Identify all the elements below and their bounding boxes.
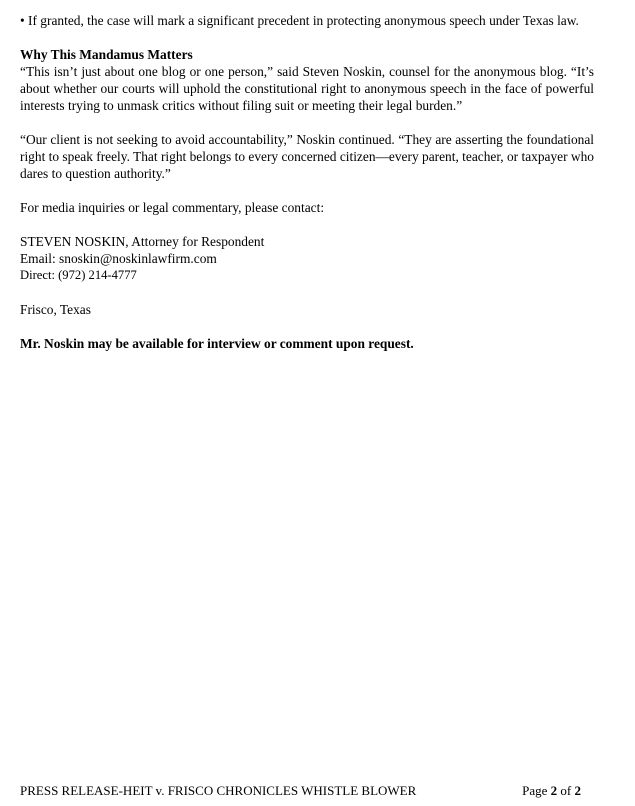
page-number bbox=[522, 782, 581, 799]
contact-name: STEVEN NOSKIN, Attorney for Respondent bbox=[20, 234, 265, 249]
section-heading: Why This Mandamus Matters bbox=[20, 47, 193, 62]
location: Frisco, Texas bbox=[20, 302, 91, 317]
bullet-precedent: • If granted, the case will mark a significant precedent in protecting anonymous speech under Texas law. bbox=[20, 13, 579, 28]
page-current: 2 bbox=[550, 783, 558, 798]
contact-phone: Direct: (972) 214-4777 bbox=[20, 268, 137, 282]
spacer bbox=[20, 284, 594, 301]
spacer bbox=[20, 182, 594, 199]
spacer bbox=[20, 29, 594, 46]
page-of: of bbox=[557, 783, 575, 798]
quote-paragraph-1: “This isn’t just about one blog or one person,” said Steven Noskin, counsel for the anonymous blog. “It’s about whether our courts will uphold the constitutional right to anonymous speech in the face of powerful interests trying to unmask critics without filing suit or meeting their legal burden.” bbox=[20, 64, 594, 113]
page-prefix: Page bbox=[522, 783, 551, 798]
quote-paragraph-2: “Our client is not seeking to avoid accountability,” Noskin continued. “They are asserting the foundational right to speak freely. That right belongs to every concerned citizen—every parent, teacher, or taxpayer who dares to question authority.” bbox=[20, 132, 594, 181]
page-footer bbox=[20, 782, 581, 799]
footer-title: PRESS RELEASE-HEIT v. FRISCO CHRONICLES WHISTLE BLOWER bbox=[20, 783, 417, 798]
closing-note: Mr. Noskin may be available for interview or comment upon request. bbox=[20, 336, 414, 351]
spacer bbox=[20, 114, 594, 131]
contact-intro: For media inquiries or legal commentary, please contact: bbox=[20, 200, 325, 215]
contact-email: Email: snoskin@noskinlawfirm.com bbox=[20, 251, 217, 266]
spacer bbox=[20, 216, 594, 233]
page-total: 2 bbox=[574, 783, 581, 798]
document-body bbox=[20, 12, 594, 352]
spacer bbox=[20, 318, 594, 335]
